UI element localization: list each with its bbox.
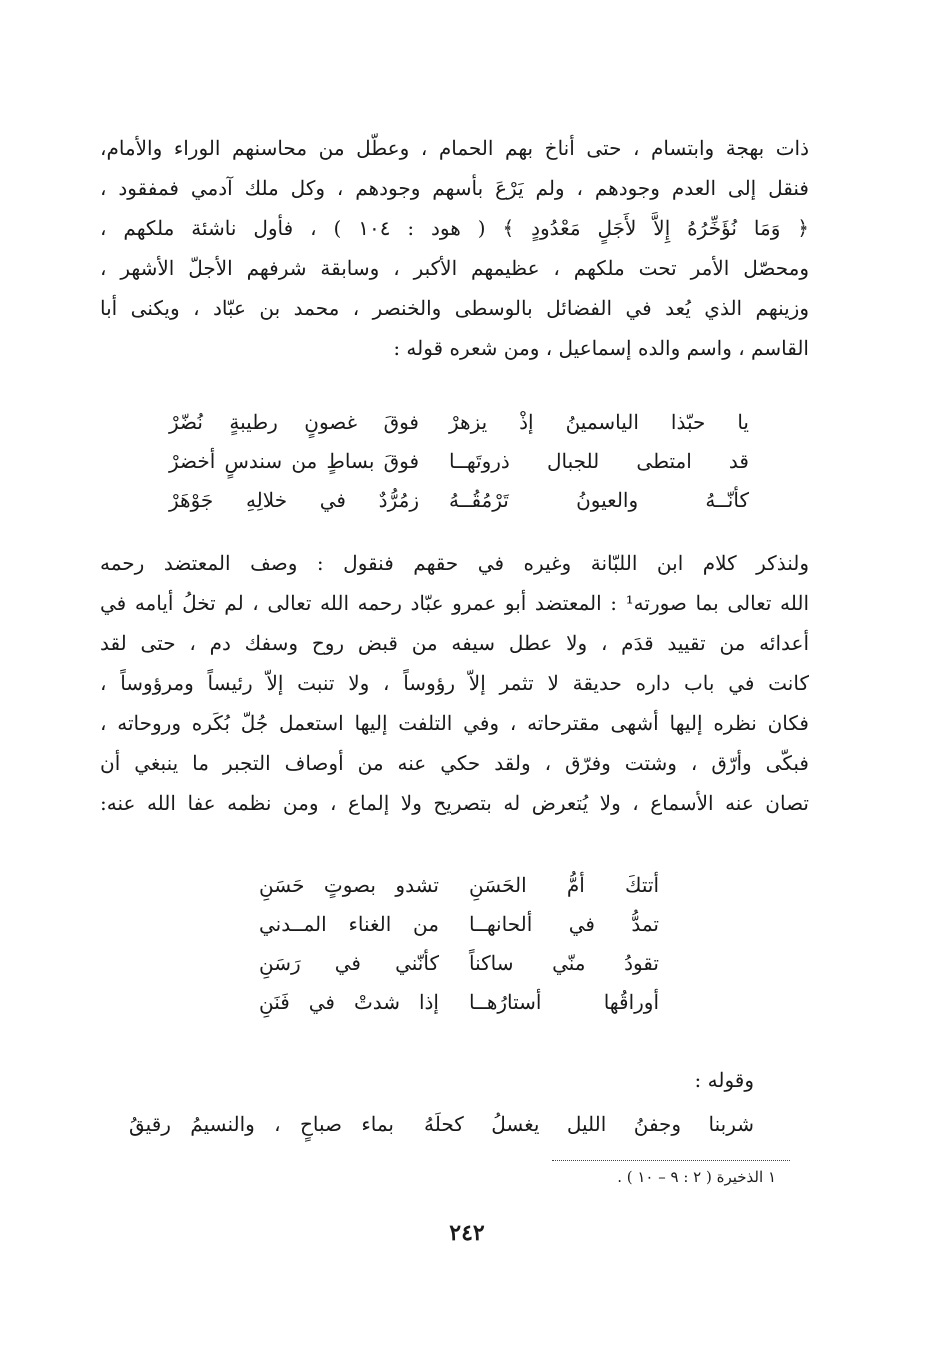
text-line: القاسم ، واسم والده إسماعيل ، ومن شعره قوله : xyxy=(393,336,809,360)
verse xyxy=(169,442,749,481)
footnote-separator xyxy=(552,1160,790,1161)
verse xyxy=(259,866,659,905)
text-line: فكان نظره إليها أشهى مقترحاته ، وفي التلفت إليها استعمل جُلّ بُكَره وروحاته ، xyxy=(100,711,809,735)
hemistich-second: فوقَ بساطٍ من سندسٍ أخضرْ xyxy=(169,449,419,473)
verse xyxy=(169,481,749,520)
hemistich-second: تشدو بصوتٍ حَسَنِ xyxy=(259,873,439,897)
hemistich-first: تقودُ منّي ساكناً xyxy=(469,951,659,975)
hemistich-first: قد امتطى للجبال ذروتَهــا xyxy=(449,449,749,473)
text-line: الله تعالى بما صورته¹ : المعتضد أبو عمرو عبّاد رحمه الله تعالى ، لم تخلُ أيامه في xyxy=(100,591,809,615)
hemistich-first: أوراقُها أستارُهــا xyxy=(469,990,659,1014)
paragraph-2 xyxy=(100,543,809,823)
text-line: أعدائه من تقييد قدَم ، ولا عطل سيفه من قبض روح وسفك دم ، حتى لقد xyxy=(100,631,809,655)
text-line: فبكّى وأرّق ، وشتت وفرّق ، ولقد حكي عنه من أوصاف التجبر ما ينبغي أن xyxy=(100,751,809,775)
text-line: ذات بهجة وابتسام ، حتى أناخ بهم الحمام ، وعطّل من محاسنهم الوراء والأمام، xyxy=(100,136,809,160)
text-line: تصان عنه الأسماع ، ولا يُتعرض له بتصريح ولا إلماع ، ومن نظمه عفا الله عنه: xyxy=(100,791,809,815)
hemistich-first: يا حبّذا الياسمينُ إذْ يزهرْ xyxy=(449,410,749,434)
hemistich-second: من الغناء المــدني xyxy=(259,912,439,936)
hemistich-first: تمدُّ في ألحانهــا xyxy=(469,912,659,936)
text-line: كانت في باب داره حديقة لا تثمر إلاّ رؤوساً ، ولا تنبت إلاّ رئيساً ومرؤوساً ، xyxy=(100,671,809,695)
hemistich-second: إذا شدتْ في فَنَنِ xyxy=(259,990,439,1014)
text-line: فنقل إلى العدم وجودهم ، ولم يَرْعَ بأسهم وجودهم ، وكل ملك آدمي فمفقود ، xyxy=(100,176,809,200)
verse xyxy=(259,905,659,944)
text-line: ولنذكر كلام ابن اللبّانة وغيره في حقهم فنقول : وصف المعتضد رحمه xyxy=(100,551,809,575)
poem-1 xyxy=(169,403,749,520)
hemistich-second: زمُرُّدٌ في خلالِهِ جَوْهَرْ xyxy=(169,488,419,512)
poem-3-intro: وقوله : xyxy=(694,1068,754,1092)
hemistich-second: بماء صباحٍ ، والنسيمُ رقيقُ xyxy=(129,1112,394,1136)
verse xyxy=(259,944,659,983)
footnote: ١ الذخيرة ( ٢ : ٩ – ١٠ ) . xyxy=(617,1168,776,1186)
hemistich-first: أتتكَ أمُّ الحَسَنِ xyxy=(469,873,659,897)
poem-3 xyxy=(129,1105,754,1144)
hemistich-first: كأنّــهُ والعيونُ تَرْمُقُــهُ xyxy=(449,488,749,512)
text-line: وزينهم الذي يُعد في الفضائل بالوسطى والخنصر ، محمد بن عبّاد ، ويكنى أبا xyxy=(100,296,809,320)
quran-verse-line: ﴿ وَمَا نُؤَخِّرُهُ إِلاَّ لأَجَلٍ مَعْدُودٍ ﴾ ( هود : ١٠٤ ) ، فأول ناشئة ملكهم ، xyxy=(100,216,809,240)
hemistich-second: كأنّني في رَسَنِ xyxy=(259,951,439,975)
poem-2 xyxy=(259,866,659,1022)
verse xyxy=(259,983,659,1022)
paragraph-1 xyxy=(100,128,809,368)
hemistich-second: فوقَ غصونٍ رطيبةٍ نُضّرْ xyxy=(169,410,419,434)
verse xyxy=(129,1105,754,1144)
hemistich-first: شربنا وجفنُ الليل يغسلُ كحلَهُ xyxy=(424,1112,754,1136)
page-number: ٢٤٢ xyxy=(449,1220,485,1246)
text-line: ومحصّل الأمر تحت ملكهم ، عظيمهم الأكبر ، وسابقة شرفهم الأجلّ الأشهر ، xyxy=(100,256,809,280)
verse xyxy=(169,403,749,442)
